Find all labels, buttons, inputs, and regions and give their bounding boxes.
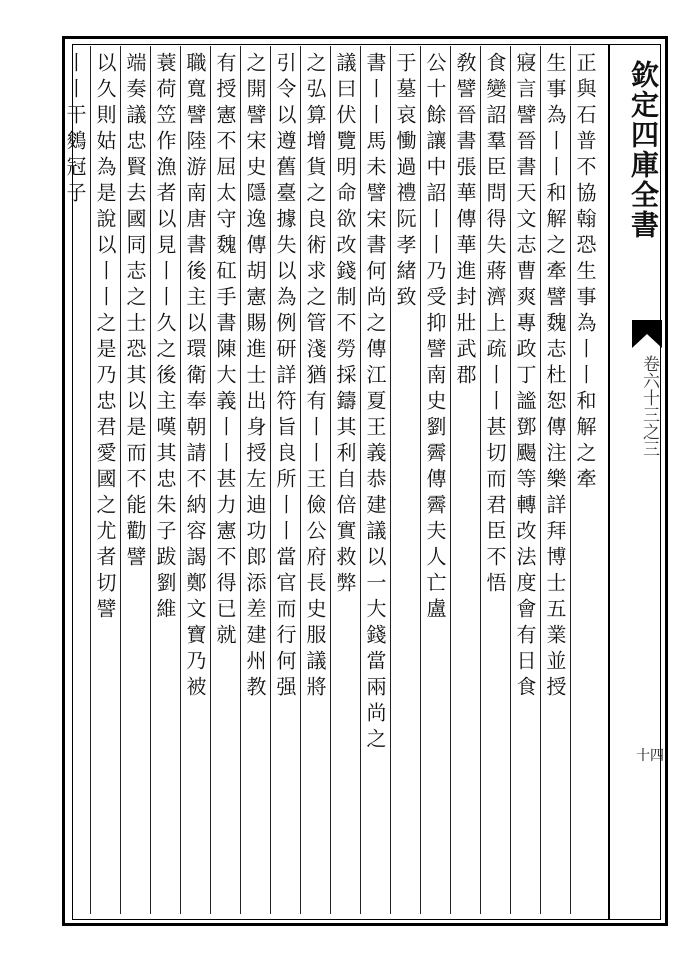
text-column: 之弘算增貨之良術求之管淺猶有丨丨王儉公府長史服議將	[303, 52, 327, 702]
text-column: 食變詔羣臣問得失蔣濟上疏丨丨甚切而君臣不悟	[483, 52, 507, 598]
text-column: 生事為丨丨和解之牽譬魏志杜恕傳注樂詳拜博士五業並授	[543, 52, 567, 702]
text-column: 議曰伏覽明命欲改錢制不勞採鑄其利自倍實救弊	[333, 52, 357, 598]
column-rule	[90, 46, 91, 914]
column-rule	[510, 46, 511, 914]
column-rule	[420, 46, 421, 914]
column-rule	[150, 46, 151, 914]
column-rule	[540, 46, 541, 914]
text-column: 書丨丨馬未譬宋書何尚之傳江夏王義恭建議以一大錢當兩尚之	[363, 52, 387, 754]
column-rule	[240, 46, 241, 914]
column-rule	[120, 46, 121, 914]
text-column: 以久則姑為是說以丨丨之是乃忠君愛國之尤者切譬	[93, 52, 117, 624]
text-column: 敎譬晉書張華傳華進封壯武郡	[453, 52, 477, 390]
volume-label: 卷六十三之三	[639, 355, 659, 457]
column-rule	[270, 46, 271, 914]
text-column: 有授憲不屈太守魏矼手書陳大義丨丨甚力憲不得已就	[213, 52, 237, 650]
text-column: 丨丨干鵕冠子	[63, 52, 87, 208]
fish-tail-mark-icon	[632, 320, 662, 348]
text-column: 公十餘讓中詔丨丨乃受抑譬南史劉霽傳霽夫人亡盧	[423, 52, 447, 624]
column-rule	[300, 46, 301, 914]
text-column: 寢言譬晉書天文志曹爽專政丁謐鄧颺等轉改法度會有日食	[513, 52, 537, 702]
text-column: 引令以遵舊臺據失以為例研詳符旨良所丨丨當官而行何强	[273, 52, 297, 702]
book-title: 欽定四庫全書	[627, 60, 660, 240]
text-column: 端奏議忠賢去國同志之士恐其以是而不能勸譬	[123, 52, 147, 572]
column-rule	[480, 46, 481, 914]
text-column: 蓑荷笠作漁者以見丨丨久之後主嘆其忠朱子跋劉維	[153, 52, 177, 624]
text-column: 之開譬宋史隱逸傳胡憲賜進士出身授左迪功郎添差建州教	[243, 52, 267, 702]
page-number: 十四	[636, 748, 664, 764]
column-rule	[360, 46, 361, 914]
text-column: 正與石普不協翰恐生事為丨丨和解之牽	[573, 52, 597, 494]
text-column: 于墓哀慟過禮阮孝緒致	[393, 52, 417, 312]
column-rule	[570, 46, 571, 914]
column-rule	[390, 46, 391, 914]
column-rule	[210, 46, 211, 914]
column-rule	[180, 46, 181, 914]
text-column: 職寬譬陸游南唐書後主以環衛奉朝請不納容謁鄭文寶乃被	[183, 52, 207, 702]
column-rule	[450, 46, 451, 914]
column-rule	[330, 46, 331, 914]
